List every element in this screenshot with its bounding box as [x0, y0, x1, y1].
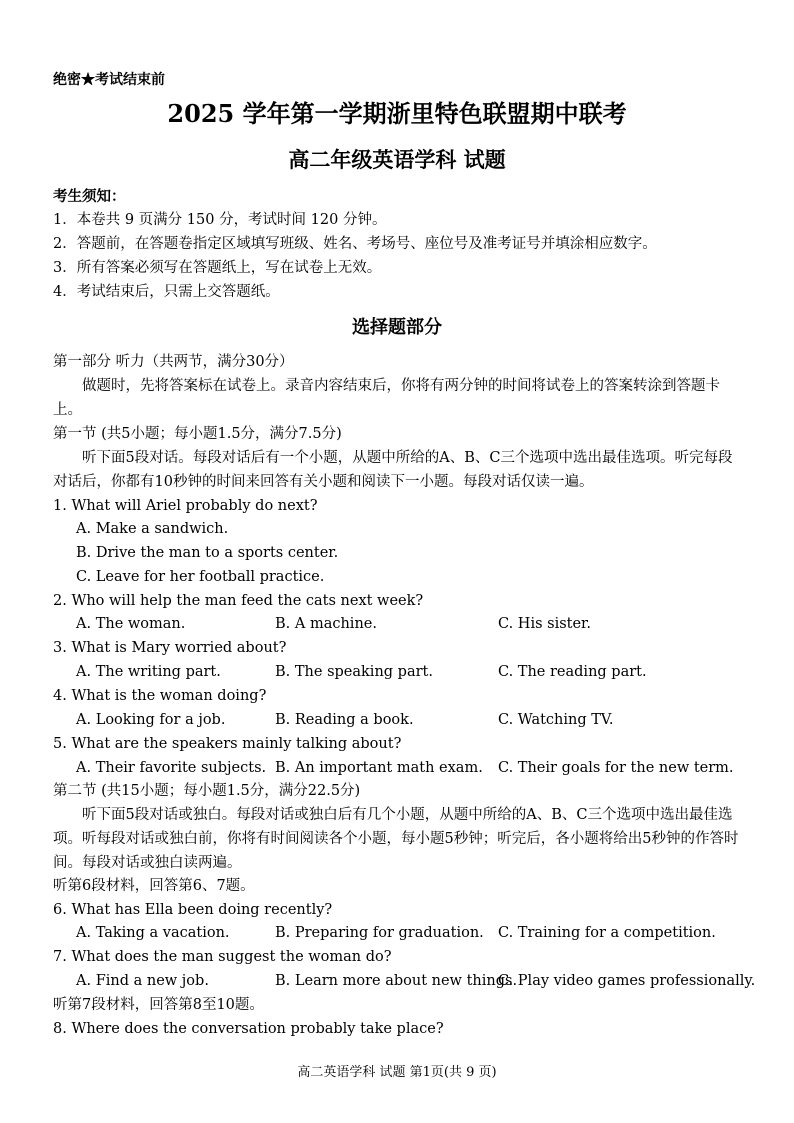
- q1-option-a: A. Make a sandwich.: [76, 521, 229, 537]
- q5-option-c: C. Their goals for the new term.: [498, 760, 734, 776]
- q3-option-a: A. The writing part.: [76, 664, 221, 680]
- q7-option-c: C. Play video games professionally.: [498, 973, 756, 989]
- q6-option-a: A. Taking a vacation.: [76, 925, 230, 941]
- q2-option-b: B. A machine.: [275, 616, 377, 632]
- q6-option-b: B. Preparing for graduation.: [275, 925, 484, 941]
- q1-option-c: C. Leave for her football practice.: [76, 569, 325, 585]
- question-7: 7. What does the man suggest the woman do?: [53, 949, 392, 965]
- section2-instruction: 听下面5段对话或独白。每段对话或独白后有几个小题，从题中所给的A、B、C三个选项中选出最佳选项。听每段对话或独白前，你将有时间阅读各个小题，每小题5秒钟；听完后，各小题将给出5秒钟的作答时间。每段对话或独白读两遍。: [53, 807, 739, 871]
- question-1: 1. What will Ariel probably do next?: [53, 498, 318, 514]
- notice-item: 3．所有答案必须写在答题纸上，写在试卷上无效。: [53, 260, 382, 276]
- notice-item: 4．考试结束后，只需上交答题纸。: [53, 284, 280, 300]
- material-6-label: 听第6段材料，回答第6、7题。: [53, 878, 255, 894]
- q4-option-a: A. Looking for a job.: [76, 712, 226, 728]
- section1-instruction: 听下面5段对话。每段对话后有一个小题，从题中所给的A、B、C三个选项中选出最佳选项。听完每段对话后，你都有10秒钟的时间来回答有关小题和阅读下一小题。每段对话仅读一遍。: [53, 450, 733, 490]
- notice-heading: 考生须知：: [53, 188, 126, 205]
- q4-option-c: C. Watching TV.: [498, 712, 614, 728]
- q6-option-c: C. Training for a competition.: [498, 925, 716, 941]
- q2-option-a: A. The woman.: [76, 616, 186, 632]
- notice-item: 1．本卷共 9 页满分 150 分，考试时间 120 分钟。: [53, 212, 387, 228]
- part1-heading: 第一部分 听力（共两节，满分30分）: [53, 354, 294, 370]
- q1-option-b: B. Drive the man to a sports center.: [76, 545, 339, 561]
- page-footer: 高二英语学科 试题 第1页(共 9 页): [297, 1065, 497, 1080]
- q3-option-c: C. The reading part.: [498, 664, 647, 680]
- q7-option-a: A. Find a new job.: [76, 973, 209, 989]
- part1-instruction: 做题时，先将答案标在试卷上。录音内容结束后，你将有两分钟的时间将试卷上的答案转涂到答题卡上。: [53, 378, 720, 418]
- question-3: 3. What is Mary worried about?: [53, 640, 287, 656]
- material-7-label: 听第7段材料，回答第8至10题。: [53, 997, 264, 1013]
- q7-option-b: B. Learn more about new things.: [275, 973, 518, 989]
- q4-option-b: B. Reading a book.: [275, 712, 414, 728]
- q5-option-a: A. Their favorite subjects.: [76, 760, 267, 776]
- question-4: 4. What is the woman doing?: [53, 688, 267, 704]
- question-2: 2. Who will help the man feed the cats next week?: [53, 593, 424, 609]
- q5-option-b: B. An important math exam.: [275, 760, 483, 776]
- q2-option-c: C. His sister.: [498, 616, 592, 632]
- question-8: 8. Where does the conversation probably take place?: [53, 1021, 444, 1037]
- notice-item: 2．答题前，在答题卷指定区域填写班级、姓名、考场号、座位号及准考证号并填涂相应数字。: [53, 236, 657, 252]
- section2-heading: 第二节 (共15小题；每小题1.5分，满分22.5分): [53, 783, 361, 799]
- section1-heading: 第一节 (共5小题；每小题1.5分，满分7.5分): [53, 426, 342, 442]
- exam-title: 2025 学年第一学期浙里特色联盟期中联考: [167, 99, 627, 128]
- question-6: 6. What has Ella been doing recently?: [53, 902, 333, 918]
- subject-title: 高二年级英语学科 试题: [288, 147, 506, 172]
- q3-option-b: B. The speaking part.: [275, 664, 433, 680]
- secret-label: 绝密★考试结束前: [53, 72, 165, 88]
- question-5: 5. What are the speakers mainly talking about?: [53, 736, 402, 752]
- section-title: 选择题部分: [352, 317, 442, 338]
